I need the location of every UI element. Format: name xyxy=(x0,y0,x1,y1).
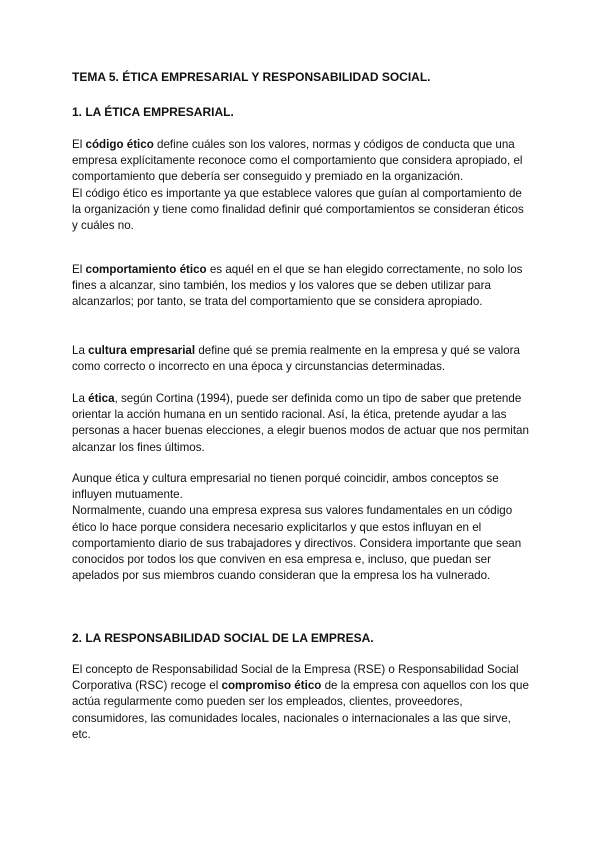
paragraph-codigo-etico-importance: El código ético es importante ya que establece valores que guían al comportamiento de la organización y tiene como finalidad definir qué comportamientos se consideran éticos y cuáles no. xyxy=(72,186,524,233)
bold-term-compromiso-etico: compromiso ético xyxy=(221,679,322,693)
text-segment: La xyxy=(72,392,89,405)
paragraph-rse xyxy=(72,662,532,743)
text-segment: es aquél en el que se han elegido correctamente, no solo los fines a alcanzar, sino también, los medios y los valores que se deben utilizar para alcanzarlos; por tanto, se trata del comportamiento que se considera apropiado. xyxy=(72,263,523,309)
page-title: TEMA 5. ÉTICA EMPRESARIAL Y RESPONSABILIDAD SOCIAL. xyxy=(72,70,431,84)
text-segment: de la empresa con aquellos con los que actúa regularmente como pueden ser los empleados, clientes, proveedores, consumidores, las comunidades locales, nacionales o internacionales a las que sirve, etc. xyxy=(72,679,529,741)
text-segment: El concepto de Responsabilidad Social de la Empresa (RSE) o Responsabilidad Social Corporativa (RSC) recoge el xyxy=(72,663,519,693)
bold-term-etica: ética xyxy=(88,392,115,405)
paragraph-influence: Aunque ética y cultura empresarial no tienen porqué coincidir, ambos conceptos se influyen mutuamente. xyxy=(72,472,499,502)
text-segment: define cuáles son los valores, normas y códigos de conducta que una empresa explícitamente reconoce como el comportamiento que considera apropiado, el comportamiento que debería ser conseguido y premiado en la organización. xyxy=(72,138,523,184)
section-heading-etica: 1. LA ÉTICA EMPRESARIAL. xyxy=(72,105,234,119)
section-heading-responsabilidad: 2. LA RESPONSABILIDAD SOCIAL DE LA EMPRESA. xyxy=(72,631,374,645)
text-segment: El xyxy=(72,138,86,151)
paragraph-comportamiento-etico xyxy=(72,262,532,311)
paragraph-codigo-etico xyxy=(72,137,532,234)
paragraph-text xyxy=(72,343,532,375)
bold-term-comportamiento-etico: comportamiento ético xyxy=(85,263,207,276)
paragraph-cultura-empresarial xyxy=(72,343,532,375)
bold-term-codigo-etico: código ético xyxy=(85,138,154,151)
text-segment: El xyxy=(72,263,86,276)
paragraph-codigo-etico-definition xyxy=(72,137,532,186)
paragraph-text xyxy=(72,391,532,456)
text-segment: define qué se premia realmente en la empresa y qué se valora como correcto o incorrecto en una época y circunstancias determinadas. xyxy=(72,344,520,374)
paragraph-etica xyxy=(72,391,532,456)
paragraph-text xyxy=(72,662,532,743)
bold-term-cultura-empresarial: cultura empresarial xyxy=(88,344,196,357)
text-segment: La xyxy=(72,344,89,357)
paragraph-etica-cultura xyxy=(72,471,532,584)
paragraph-normalmente: Normalmente, cuando una empresa expresa sus valores fundamentales en un código ético lo hace porque considera necesario explicitarlos y que estos influyan en el comportamiento diario de sus trabajadores y directivos. Considera importante que sean conocidos por todos los que conviven en esa empresa e, incluso, que puedan ser apelados por sus miembros cuando consideran que la empresa los ha vulnerado. xyxy=(72,504,522,583)
paragraph-text xyxy=(72,262,532,311)
text-segment: , según Cortina (1994), puede ser definida como un tipo de saber que pretende orientar la acción humana en un sentido racional. Así, la ética, pretende ayudar a las personas a hacer buenas elecciones, a elegir buenos modos de actuar que nos permitan alcanzar los fines últimos. xyxy=(72,392,529,454)
